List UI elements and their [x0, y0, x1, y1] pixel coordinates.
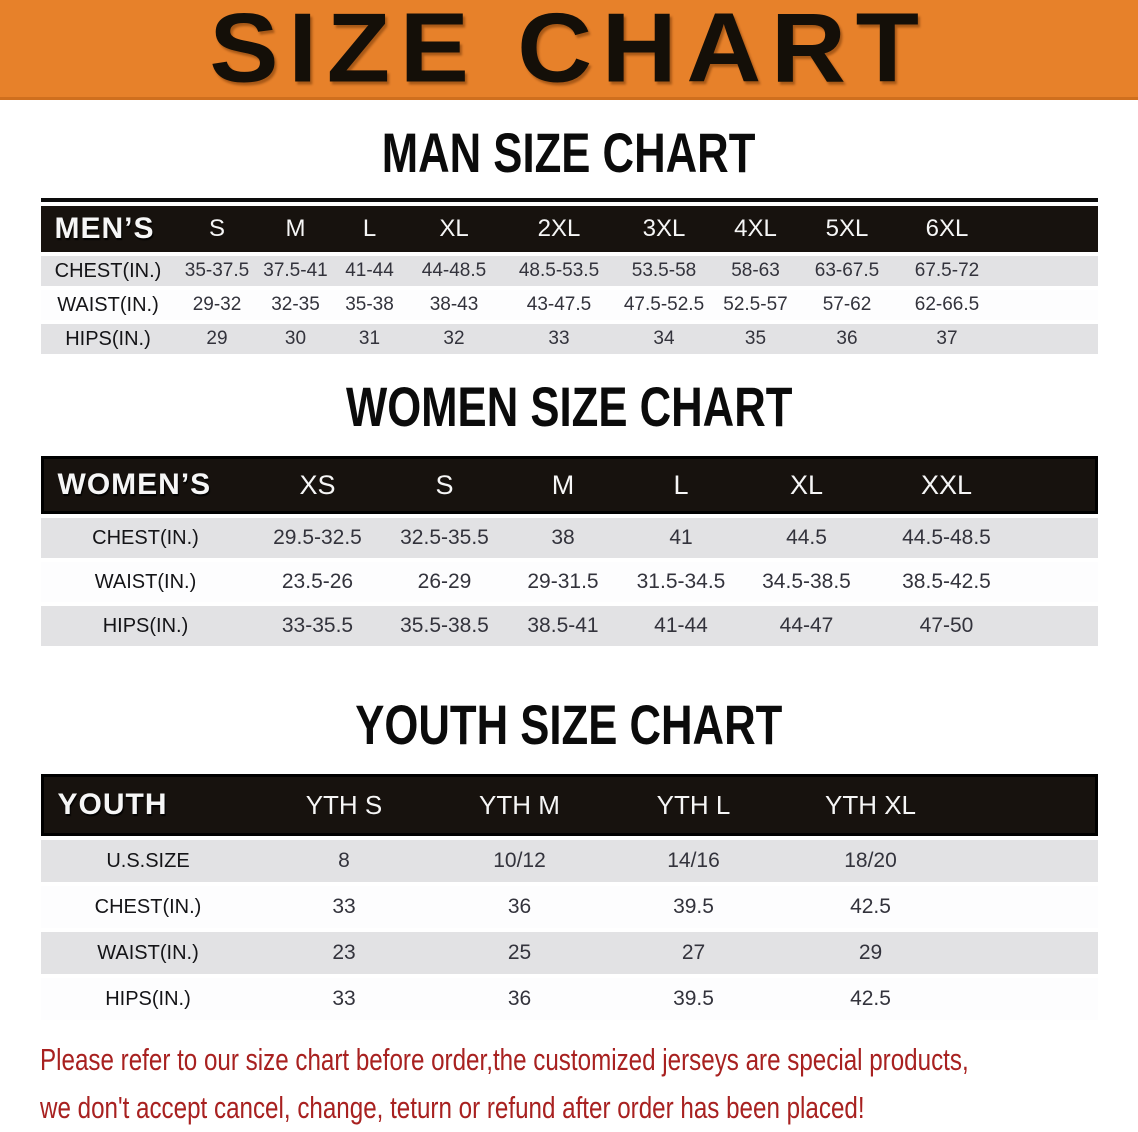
spacer-cell — [961, 932, 1098, 974]
men-size-table — [41, 198, 1098, 358]
row-label: U.S.SIZE — [41, 840, 256, 882]
size-value-cell: 23.5-26 — [251, 562, 385, 602]
size-value-cell: 36 — [800, 324, 895, 354]
size-value-cell: 23 — [256, 932, 433, 974]
size-value-cell: 33 — [502, 324, 617, 354]
spacer-cell — [1000, 206, 1098, 252]
women-size-col: XXL — [873, 456, 1021, 514]
size-value-cell: 47.5-52.5 — [617, 290, 712, 320]
youth-ussize-row — [41, 840, 1098, 882]
size-value-cell: 39.5 — [607, 978, 781, 1020]
youth-section-heading — [0, 693, 1138, 756]
disclaimer-line-2: we don't accept cancel, change, teturn or refund after order has been placed! — [40, 1090, 865, 1125]
size-value-cell: 42.5 — [781, 978, 961, 1020]
men-size-col: 3XL — [617, 206, 712, 252]
size-value-cell: 29 — [176, 324, 259, 354]
size-value-cell: 33-35.5 — [251, 606, 385, 646]
women-hips-row — [41, 606, 1098, 646]
women-size-col: XL — [741, 456, 873, 514]
women-header-row — [41, 456, 1098, 514]
size-value-cell: 38.5-42.5 — [873, 562, 1021, 602]
size-value-cell: 52.5-57 — [712, 290, 800, 320]
size-value-cell: 57-62 — [800, 290, 895, 320]
size-value-cell: 38-43 — [407, 290, 502, 320]
women-size-col: L — [622, 456, 741, 514]
disclaimer-line-1: Please refer to our size chart before order,the customized jerseys are special products, — [40, 1042, 969, 1077]
size-value-cell: 44.5 — [741, 518, 873, 558]
size-value-cell: 29-31.5 — [505, 562, 622, 602]
size-value-cell: 37 — [895, 324, 1000, 354]
size-value-cell: 43-47.5 — [502, 290, 617, 320]
spacer-cell — [1021, 606, 1098, 646]
size-value-cell: 25 — [433, 932, 607, 974]
men-size-col: S — [176, 206, 259, 252]
youth-hips-row — [41, 978, 1098, 1020]
row-label: CHEST(IN.) — [41, 256, 176, 286]
spacer-cell — [1000, 324, 1098, 354]
youth-size-col: YTH M — [433, 774, 607, 836]
men-size-col: L — [333, 206, 407, 252]
size-value-cell: 62-66.5 — [895, 290, 1000, 320]
size-value-cell: 18/20 — [781, 840, 961, 882]
women-corner-label: WOMEN’S — [41, 456, 251, 514]
spacer-cell — [1021, 518, 1098, 558]
size-value-cell: 33 — [256, 978, 433, 1020]
women-section-heading — [0, 375, 1138, 438]
spacer-cell — [1021, 456, 1098, 514]
size-value-cell: 41-44 — [622, 606, 741, 646]
size-value-cell: 38 — [505, 518, 622, 558]
women-waist-row — [41, 562, 1098, 602]
row-label: WAIST(IN.) — [41, 932, 256, 974]
youth-size-col: YTH XL — [781, 774, 961, 836]
size-value-cell: 35.5-38.5 — [385, 606, 505, 646]
men-size-col: XL — [407, 206, 502, 252]
row-label: HIPS(IN.) — [41, 606, 251, 646]
women-size-table — [41, 452, 1098, 650]
youth-chest-row — [41, 886, 1098, 928]
women-chest-row — [41, 518, 1098, 558]
size-value-cell: 31 — [333, 324, 407, 354]
size-value-cell: 29 — [781, 932, 961, 974]
size-value-cell: 53.5-58 — [617, 256, 712, 286]
size-value-cell: 48.5-53.5 — [502, 256, 617, 286]
size-chart-banner — [0, 0, 1138, 100]
youth-header-row — [41, 774, 1098, 836]
row-label: WAIST(IN.) — [41, 290, 176, 320]
men-waist-row — [41, 290, 1098, 320]
size-value-cell: 32 — [407, 324, 502, 354]
size-value-cell: 35 — [712, 324, 800, 354]
size-value-cell: 27 — [607, 932, 781, 974]
size-value-cell: 44-48.5 — [407, 256, 502, 286]
size-value-cell: 37.5-41 — [259, 256, 333, 286]
row-label: WAIST(IN.) — [41, 562, 251, 602]
men-size-col: 6XL — [895, 206, 1000, 252]
youth-corner-label: YOUTH — [41, 774, 256, 836]
women-size-col: M — [505, 456, 622, 514]
size-value-cell: 35-37.5 — [176, 256, 259, 286]
size-value-cell: 58-63 — [712, 256, 800, 286]
youth-section-heading-text: YOUTH SIZE CHART — [355, 693, 783, 756]
size-value-cell: 10/12 — [433, 840, 607, 882]
women-section-heading-text: WOMEN SIZE CHART — [345, 375, 793, 438]
row-label: HIPS(IN.) — [41, 324, 176, 354]
size-value-cell: 36 — [433, 886, 607, 928]
spacer-cell — [961, 978, 1098, 1020]
spacer-cell — [961, 774, 1098, 836]
men-section-heading-text: MAN SIZE CHART — [382, 121, 756, 184]
row-label: CHEST(IN.) — [41, 518, 251, 558]
spacer-cell — [961, 840, 1098, 882]
youth-waist-row — [41, 932, 1098, 974]
size-value-cell: 32-35 — [259, 290, 333, 320]
order-disclaimer — [40, 1036, 1138, 1132]
size-value-cell: 26-29 — [385, 562, 505, 602]
size-value-cell: 41-44 — [333, 256, 407, 286]
men-hips-row — [41, 324, 1098, 354]
size-value-cell: 34.5-38.5 — [741, 562, 873, 602]
men-size-col: 5XL — [800, 206, 895, 252]
men-chest-row — [41, 256, 1098, 286]
row-label: HIPS(IN.) — [41, 978, 256, 1020]
youth-size-col: YTH S — [256, 774, 433, 836]
men-size-col: 4XL — [712, 206, 800, 252]
spacer-cell — [961, 886, 1098, 928]
size-value-cell: 34 — [617, 324, 712, 354]
size-value-cell: 42.5 — [781, 886, 961, 928]
size-value-cell: 36 — [433, 978, 607, 1020]
size-value-cell: 47-50 — [873, 606, 1021, 646]
women-size-col: S — [385, 456, 505, 514]
size-value-cell: 29-32 — [176, 290, 259, 320]
row-label: CHEST(IN.) — [41, 886, 256, 928]
men-corner-label: MEN’S — [41, 206, 176, 252]
size-value-cell: 44.5-48.5 — [873, 518, 1021, 558]
men-section-heading — [0, 121, 1138, 184]
size-value-cell: 67.5-72 — [895, 256, 1000, 286]
size-value-cell: 31.5-34.5 — [622, 562, 741, 602]
spacer-cell — [1000, 290, 1098, 320]
size-value-cell: 32.5-35.5 — [385, 518, 505, 558]
men-header-row — [41, 206, 1098, 252]
size-value-cell: 44-47 — [741, 606, 873, 646]
size-value-cell: 8 — [256, 840, 433, 882]
size-value-cell: 30 — [259, 324, 333, 354]
size-value-cell: 35-38 — [333, 290, 407, 320]
size-value-cell: 63-67.5 — [800, 256, 895, 286]
banner-title: SIZE CHART — [209, 0, 929, 100]
men-size-col: 2XL — [502, 206, 617, 252]
size-value-cell: 38.5-41 — [505, 606, 622, 646]
youth-size-table — [41, 770, 1098, 1024]
size-value-cell: 39.5 — [607, 886, 781, 928]
spacer-cell — [1021, 562, 1098, 602]
men-size-col: M — [259, 206, 333, 252]
size-value-cell: 41 — [622, 518, 741, 558]
women-size-col: XS — [251, 456, 385, 514]
spacer-cell — [1000, 256, 1098, 286]
size-value-cell: 33 — [256, 886, 433, 928]
size-value-cell: 14/16 — [607, 840, 781, 882]
youth-size-col: YTH L — [607, 774, 781, 836]
size-value-cell: 29.5-32.5 — [251, 518, 385, 558]
